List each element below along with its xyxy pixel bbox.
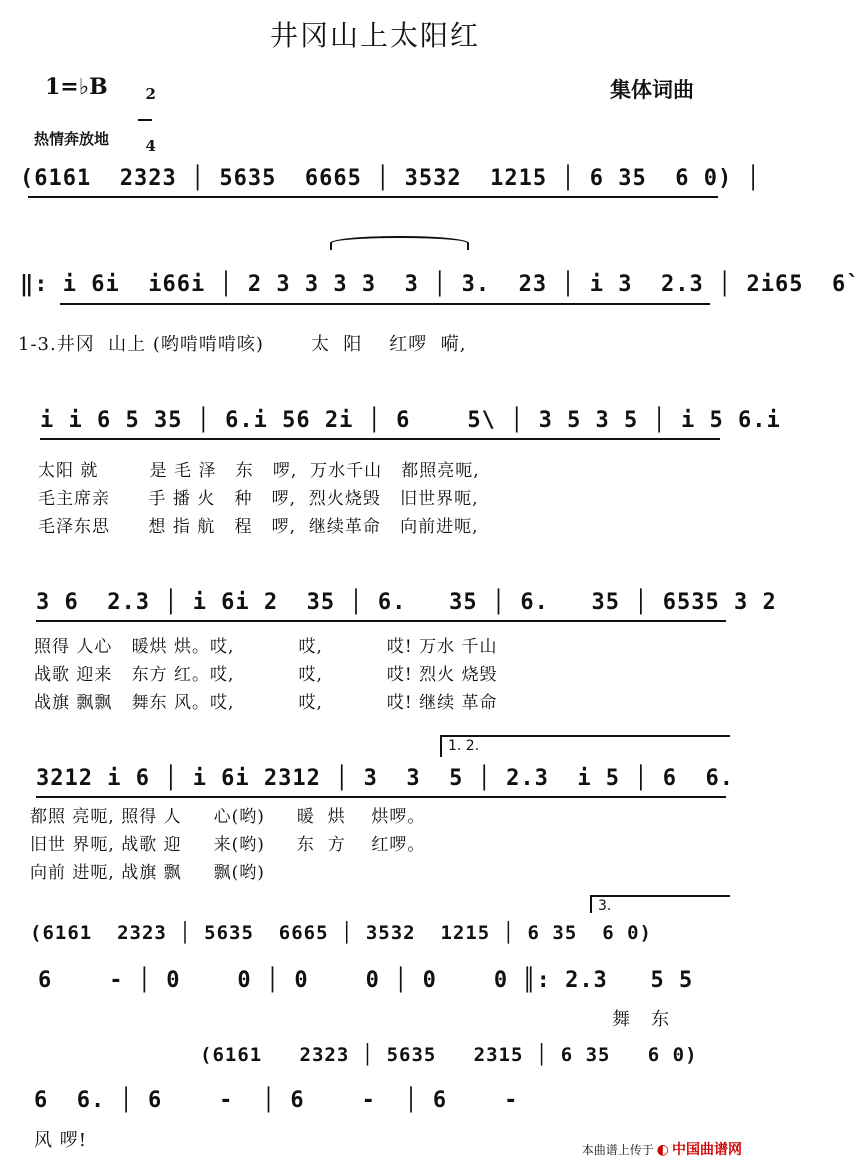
footer-text: 本曲谱上传于 — [581, 1143, 654, 1157]
system-1-notes: (6161 2323 │ 5635 6665 │ 3532 1215 │ 6 35 6 0) │ — [20, 166, 761, 191]
lyrics-line-4c: 战旗 飘飘 舞东 风。哎, 哎, 哎! 继续 革命 — [34, 693, 498, 713]
lyrics-line-2: 1-3.井冈 山上 (哟啃啃啃咳) 太 阳 红啰 嗬, — [18, 334, 467, 355]
key-signature: 1=♭B — [45, 74, 108, 100]
song-title: 井冈山上太阳红 — [269, 19, 480, 52]
volta-3-hook — [590, 895, 592, 913]
lyrics-line-5b: 旧世 界呃, 战歌 迎 来(哟) 东 方 红啰。 — [30, 835, 426, 855]
system-4-notes: 3 6 2.3 │ i 6i 2 35 │ 6. 35 │ 6. 35 │ 6535 3 2 — [36, 590, 777, 615]
system-5-underline — [36, 796, 726, 798]
lyrics-line-3a: 太阳 就 是 毛 泽 东 啰, 万水千山 都照亮呃, — [38, 461, 480, 481]
lyrics-line-6: 舞 东 — [612, 1009, 671, 1030]
lyrics-line-5a: 都照 亮呃, 照得 人 心(哟) 暖 烘 烘啰。 — [30, 807, 426, 827]
tempo-marking: 热情奔放地 — [34, 130, 110, 148]
footer-credit — [574, 1125, 742, 1159]
time-signature — [135, 70, 156, 154]
system-3-underline — [40, 438, 720, 440]
system-7-notes-top: (6161 2323 │ 5635 2315 │ 6 35 6 0) — [200, 1044, 698, 1066]
lyrics-line-7: 风 啰! — [34, 1130, 87, 1151]
system-4-underline — [36, 620, 726, 622]
lyrics-line-4a: 照得 人心 暖烘 烘。哎, 哎, 哎! 万水 千山 — [34, 637, 498, 657]
lyrics-line-3b: 毛主席亲 手 播 火 种 啰, 烈火烧毁 旧世界呃, — [38, 489, 479, 509]
system-3-notes: i i 6 5 35 │ 6.i 56 2i │ 6 5\ │ 3 5 3 5 │ i 5 6.i — [40, 408, 781, 433]
system-1-underline — [28, 196, 718, 198]
footer-brand: 中国曲谱网 — [672, 1142, 742, 1158]
volta-1-2-hook — [440, 735, 442, 757]
volta-3-label: 3. — [598, 898, 612, 914]
volta-1-2-bracket — [440, 735, 730, 737]
lyrics-line-4b: 战歌 迎来 东方 红。哎, 哎, 哎! 烈火 烧毁 — [34, 665, 498, 685]
time-signature-top: 2 — [145, 85, 156, 103]
system-6-notes-top: (6161 2323 │ 5635 6665 │ 3532 1215 │ 6 35 6 0) — [30, 922, 652, 944]
system-2-underline — [60, 303, 710, 305]
lyrics-line-3c: 毛泽东思 想 指 航 程 啰, 继续革命 向前进呃, — [38, 517, 479, 537]
system-6-notes-bottom: 6 - │ 0 0 │ 0 0 │ 0 0 ║: 2.3 5 5 — [38, 968, 694, 993]
volta-3-bracket — [590, 895, 730, 897]
site-logo-icon: ◐ — [656, 1142, 669, 1158]
time-signature-line — [138, 119, 152, 121]
volta-1-2-label: 1. 2. — [448, 738, 480, 754]
time-signature-bottom: 4 — [145, 137, 156, 155]
system-7-notes-bottom: 6 6. │ 6 - │ 6 - │ 6 - — [34, 1088, 519, 1113]
system-2-notes: ‖: i 6i i66i │ 2 3 3 3 3 3 │ 3. 23 │ i 3 2.3 │ 2i65 6` — [20, 272, 860, 297]
lyrics-line-5c: 向前 进呃, 战旗 飘 飘(哟) — [30, 863, 265, 883]
system-5-notes: 3212 i 6 │ i 6i 2312 │ 3 3 5 │ 2.3 i 5 │ 6 6. — [36, 766, 735, 791]
tie-arc — [330, 236, 469, 250]
composer-credit: 集体词曲 — [610, 78, 694, 102]
